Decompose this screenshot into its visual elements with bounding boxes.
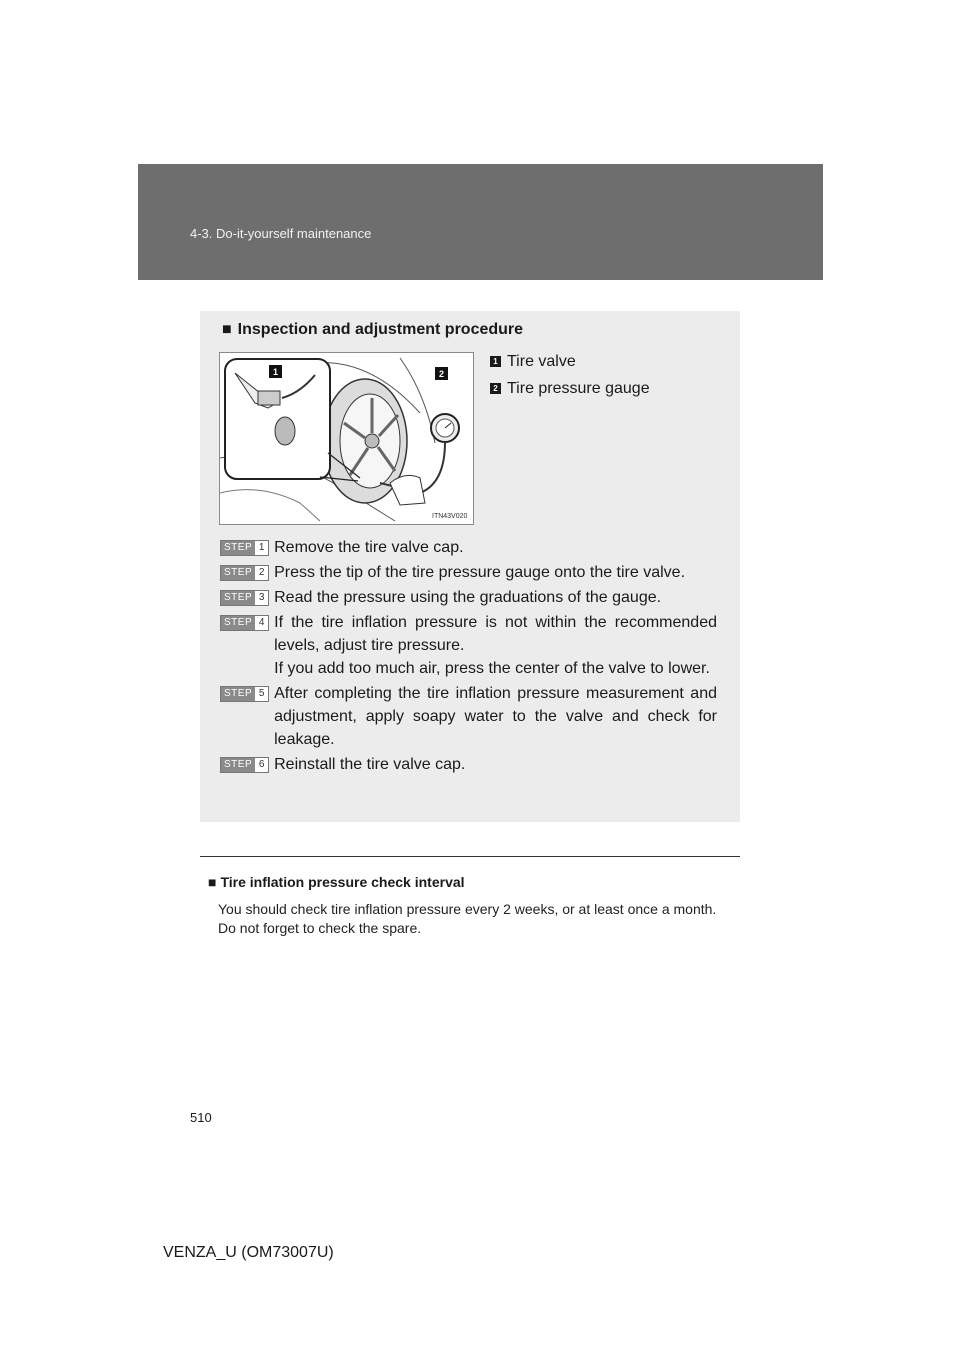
legend-label: Tire valve — [507, 352, 576, 370]
header-band — [138, 164, 823, 280]
step-number: 2 — [255, 566, 268, 580]
step-list — [220, 536, 717, 778]
note-line: You should check tire inflation pressure every 2 weeks, or at least once a month. — [218, 901, 717, 917]
document-code: VENZA_U (OM73007U) — [163, 1244, 334, 1261]
step-item — [220, 753, 717, 776]
step-text: Reinstall the tire valve cap. — [274, 756, 466, 773]
step-word: STEP — [221, 758, 255, 772]
figure-code: ITN43V020 — [432, 513, 468, 520]
page-number: 510 — [190, 1110, 212, 1125]
section-title: 4-3. Do-it-yourself maintenance — [190, 226, 372, 241]
step-word: STEP — [221, 541, 255, 555]
step-badge — [220, 615, 269, 631]
step-number: 1 — [255, 541, 268, 555]
svg-text:2: 2 — [438, 369, 445, 379]
step-item — [220, 682, 717, 751]
tire-illustration — [219, 352, 474, 525]
step-text: If the tire inflation pressure is not within the recommended levels, adjust tire pressure. — [274, 614, 717, 654]
figure-legend — [490, 348, 650, 402]
step-number: 3 — [255, 591, 268, 605]
note-title — [208, 874, 738, 890]
step-word: STEP — [221, 566, 255, 580]
step-word: STEP — [221, 616, 255, 630]
square-bullet-icon: ■ — [222, 321, 232, 338]
step-badge — [220, 540, 269, 556]
step-word: STEP — [221, 591, 255, 605]
procedure-box — [200, 311, 740, 822]
legend-item — [490, 375, 650, 402]
step-badge — [220, 565, 269, 581]
square-bullet-icon: ■ — [208, 874, 217, 890]
tire-pressure-diagram — [220, 353, 475, 526]
step-extra-text: If you add too much air, press the center of the valve to lower. — [274, 660, 710, 677]
note-title-text: Tire inflation pressure check interval — [220, 874, 465, 890]
note-line: Do not forget to check the spare. — [218, 920, 422, 936]
step-word: STEP — [221, 687, 255, 701]
step-item — [220, 611, 717, 680]
legend-item — [490, 348, 650, 375]
procedure-title-text: Inspection and adjustment procedure — [237, 321, 524, 338]
step-badge — [220, 590, 269, 606]
step-number: 6 — [255, 758, 268, 772]
divider — [200, 856, 740, 857]
step-text: After completing the tire inflation pressure measurement and adjustment, apply soapy water to the valve and check for leakage. — [274, 685, 717, 748]
step-item — [220, 586, 717, 609]
step-text: Remove the tire valve cap. — [274, 539, 464, 556]
step-text: Press the tip of the tire pressure gauge onto the tire valve. — [274, 564, 686, 581]
step-item — [220, 561, 717, 584]
step-badge — [220, 757, 269, 773]
number-1-icon: 1 — [490, 356, 501, 367]
note-body — [218, 900, 738, 938]
number-2-icon: 2 — [490, 383, 501, 394]
step-number: 5 — [255, 687, 268, 701]
step-badge — [220, 686, 269, 702]
procedure-title — [222, 321, 523, 339]
step-number: 4 — [255, 616, 268, 630]
step-item — [220, 536, 717, 559]
svg-text:1: 1 — [272, 367, 279, 377]
note-section — [208, 874, 738, 938]
step-text: Read the pressure using the graduations of the gauge. — [274, 589, 662, 606]
legend-label: Tire pressure gauge — [507, 379, 650, 397]
